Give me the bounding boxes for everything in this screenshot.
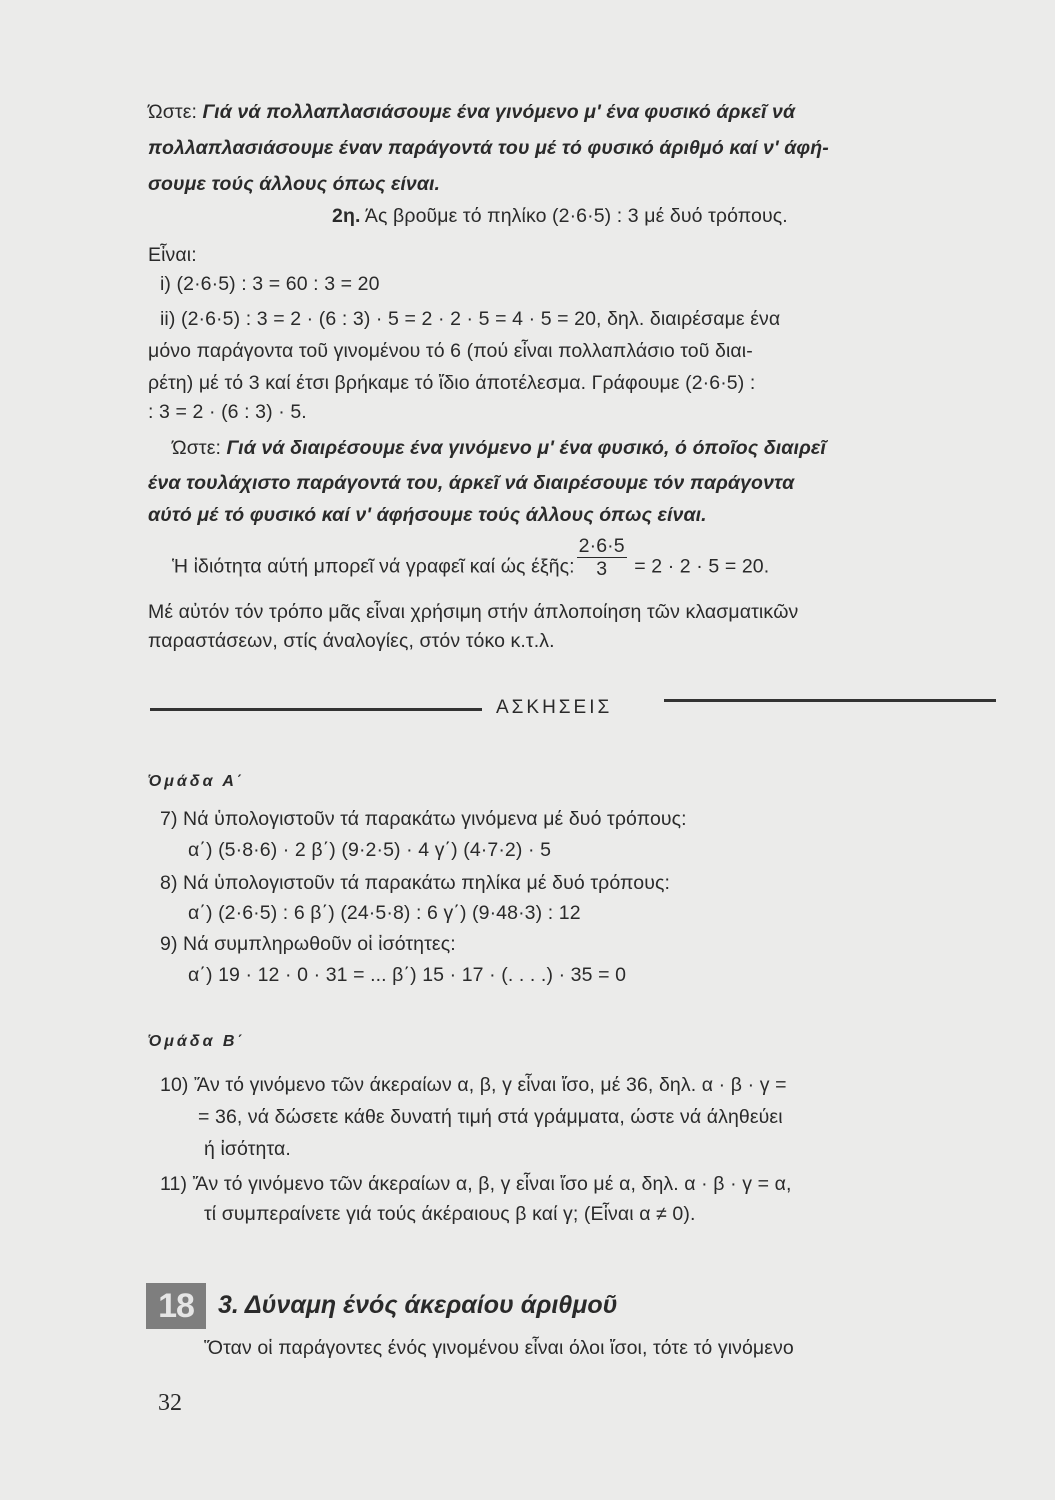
rule-1-line-2: πολλαπλασιάσουμε έναν παράγοντά του μέ τό φυσικό άριθμό καί ν' άφή- [148, 137, 829, 159]
rule-text: Γιά νά πολλαπλασιάσουμε ένα γινόμενο μ' ένα φυσικό άρκεῖ νά [202, 101, 796, 123]
property-line-3: παραστάσεων, στίς άναλογίες, στόν τόκο κ.τ.λ. [148, 630, 555, 652]
example-2-heading [332, 202, 1055, 230]
exercise-11-line-2: τί συμπεραίνετε γιά τούς άκέραιους β καί γ; (Εἶναι α ≠ 0). [204, 1203, 696, 1225]
computation-ii: ii) (2·6·5) : 3 = 2 · (6 : 3) · 5 = 2 · 2 · 5 = 4 · 5 = 20, δηλ. διαιρέσαμε ένα [160, 308, 781, 330]
exercises-heading: ΑΣΚΗΣΕΙΣ [496, 697, 613, 718]
einai-label: Εἶναι: [148, 244, 197, 266]
rule-1-line-1 [148, 98, 998, 126]
page-number: 32 [158, 1390, 182, 1416]
exercise-10-line-1: 10) Ἄν τό γινόμενο τῶν άκεραίων α, β, γ εἶναι ἴσο, μέ 36, δηλ. α · β · γ = [160, 1074, 787, 1096]
group-a-label: Ὁμάδα Α΄ [148, 773, 246, 790]
section-intro-line: Ὅταν οἱ παράγοντες ένός γινομένου εἶναι όλοι ἴσοι, τότε τό γινόμενο [204, 1337, 794, 1359]
example-line-4: ρέτη) μέ τό 3 καί έτσι βρήκαμε τό ἴδιο άποτέλεσμα. Γράφουμε (2·6·5) : [148, 372, 756, 394]
divider-right [664, 699, 996, 702]
section-number-badge: 18 [146, 1283, 206, 1329]
conclusion-intro: Ώστε: [148, 101, 203, 123]
exercise-7: 7) Νά ὑπολογιστοῦν τά παρακάτω γινόμενα μέ δυό τρόπους: [160, 808, 687, 830]
exercise-9-items: α΄) 19 · 12 · 0 · 31 = ... β΄) 15 · 17 · (. . . .) · 35 = 0 [188, 964, 627, 986]
group-b-label: Ὁμάδα Β΄ [148, 1033, 246, 1050]
rule-2-line-2: ένα τουλάχιστο παράγοντά του, άρκεῖ νά διαιρέσουμε τόν παράγοντα [148, 472, 795, 494]
exercise-10-line-3: ή ἰσότητα. [204, 1138, 291, 1160]
exercise-10-line-2: = 36, νά δώσετε κάθε δυνατή τιμή στά γράμματα, ώστε νά άληθεύει [198, 1106, 783, 1128]
exercise-8: 8) Νά ὑπολογιστοῦν τά παρακάτω πηλίκα μέ δυό τρόπους: [160, 872, 671, 894]
rule-2-line-1 [172, 434, 1022, 462]
fraction-numerator: 2·6·5 [578, 535, 625, 557]
example-label: 2η. [332, 205, 361, 227]
fraction-denominator: 3 [596, 558, 608, 580]
property-line-2: Μέ αὐτόν τόν τρόπο μᾶς εἶναι χρήσιμη στήν άπλοποίηση τῶν κλασματικῶν [148, 601, 799, 623]
section-title: 3. Δύναμη ένός άκεραίου άριθμοῦ [218, 1291, 618, 1319]
rule-1-line-3: σουμε τούς άλλους όπως είναι. [148, 173, 441, 195]
property-result: = 2 · 2 · 5 = 20. [628, 555, 770, 578]
example-text: Άς βροῦμε τό πηλίκο (2·6·5) : 3 μέ δυό τρόπους. [360, 205, 788, 227]
exercise-9: 9) Νά συμπληρωθοῦν οἱ ἰσότητες: [160, 933, 456, 955]
rule-text: Γιά νά διαιρέσουμε ένα γινόμενο μ' ένα φυσικό, ό όποῖος διαιρεῖ [226, 437, 826, 459]
divider-left [150, 708, 482, 711]
conclusion-intro: Ώστε: [172, 437, 227, 459]
rule-2-line-3: αύτό μέ τό φυσικό καί ν' άφήσουμε τούς άλλους όπως είναι. [148, 504, 707, 526]
property-line-1 [172, 535, 1022, 590]
computation-i: i) (2·6·5) : 3 = 60 : 3 = 20 [160, 273, 380, 295]
example-line-5: : 3 = 2 · (6 : 3) · 5. [148, 401, 307, 423]
exercise-7-items: α΄) (5·8·6) · 2 β΄) (9·2·5) · 4 γ΄) (4·7·2) · 5 [188, 839, 552, 861]
exercise-11-line-1: 11) Ἄν τό γινόμενο τῶν άκεραίων α, β, γ εἶναι ἴσο μέ α, δηλ. α · β · γ = α, [160, 1173, 792, 1195]
property-text: Ἡ ἰδιότητα αύτή μπορεῖ νά γραφεῖ καί ώς έξῆς: [172, 555, 575, 578]
exercise-8-items: α΄) (2·6·5) : 6 β΄) (24·5·8) : 6 γ΄) (9·48·3) : 12 [188, 902, 581, 924]
example-line-3: μόνο παράγοντα τοῦ γινομένου τό 6 (πού εἶναι πολλαπλάσιο τοῦ διαι- [148, 340, 753, 362]
fraction [577, 535, 627, 580]
